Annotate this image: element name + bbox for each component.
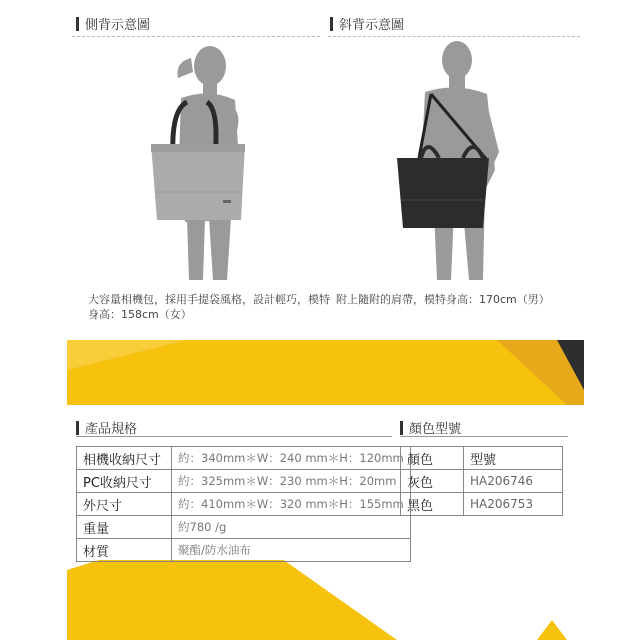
spec-value: 約：340mm＊W：240 mm＊H：120mm — [172, 447, 411, 470]
divider — [72, 36, 320, 37]
table-row — [401, 470, 563, 493]
spec-label: PC收納尺寸 — [77, 470, 172, 493]
table-row — [77, 470, 411, 493]
heading-bar — [330, 17, 333, 31]
table-row — [77, 493, 411, 516]
table-row — [77, 516, 411, 539]
color-table — [400, 446, 563, 516]
heading-bar — [76, 421, 79, 435]
spec-label: 外尺寸 — [77, 493, 172, 516]
model-header: 型號 — [464, 447, 563, 470]
side-carry-photo — [75, 40, 315, 285]
heading-bar — [400, 421, 403, 435]
spec-table — [76, 446, 411, 562]
side-carry-heading — [76, 14, 150, 33]
table-row — [77, 539, 411, 562]
spec-value: 約780 /g — [172, 516, 411, 539]
color-header: 顏色 — [401, 447, 464, 470]
caption-line: 大容量相機包，採用手提袋風格，設計輕巧，模特 — [88, 293, 330, 306]
cross-carry-heading — [330, 14, 404, 33]
spec-label: 材質 — [77, 539, 172, 562]
caption-line: 附上隨附的肩帶，模特身高：170cm（男） — [336, 293, 550, 306]
color-rule — [400, 436, 568, 437]
spec-label: 相機收納尺寸 — [77, 447, 172, 470]
caption-line: 身高：158cm（女） — [88, 308, 192, 321]
spec-value: 約：325mm＊W：230 mm＊H：20mm — [172, 470, 411, 493]
cross-carry-caption — [336, 292, 550, 307]
spec-value: 約：410mm＊W：320 mm＊H：155mm — [172, 493, 411, 516]
model-number: HA206753 — [464, 493, 563, 516]
heading-bar — [76, 17, 79, 31]
spec-label: 重量 — [77, 516, 172, 539]
spec-rule — [76, 436, 392, 437]
color-name: 灰色 — [401, 470, 464, 493]
color-heading — [400, 418, 461, 437]
spec-heading — [76, 418, 137, 437]
color-name: 黑色 — [401, 493, 464, 516]
decorative-band — [67, 340, 584, 405]
spec-value: 聚酯/防水油布 — [172, 539, 411, 562]
cross-carry-photo — [335, 40, 575, 285]
spec-title: 產品規格 — [85, 422, 138, 437]
table-row — [401, 447, 563, 470]
side-carry-caption — [88, 292, 330, 322]
decorative-bottom — [67, 560, 584, 640]
model-silhouette-side — [75, 40, 315, 285]
band-shapes — [67, 340, 584, 405]
model-number: HA206746 — [464, 470, 563, 493]
table-row — [77, 447, 411, 470]
side-carry-title: 側背示意圖 — [85, 18, 151, 33]
bottom-shapes — [67, 560, 584, 640]
model-silhouette-cross — [335, 40, 575, 285]
color-title: 顏色型號 — [409, 422, 462, 437]
cross-carry-title: 斜背示意圖 — [339, 18, 405, 33]
table-row — [401, 493, 563, 516]
divider — [328, 36, 580, 37]
